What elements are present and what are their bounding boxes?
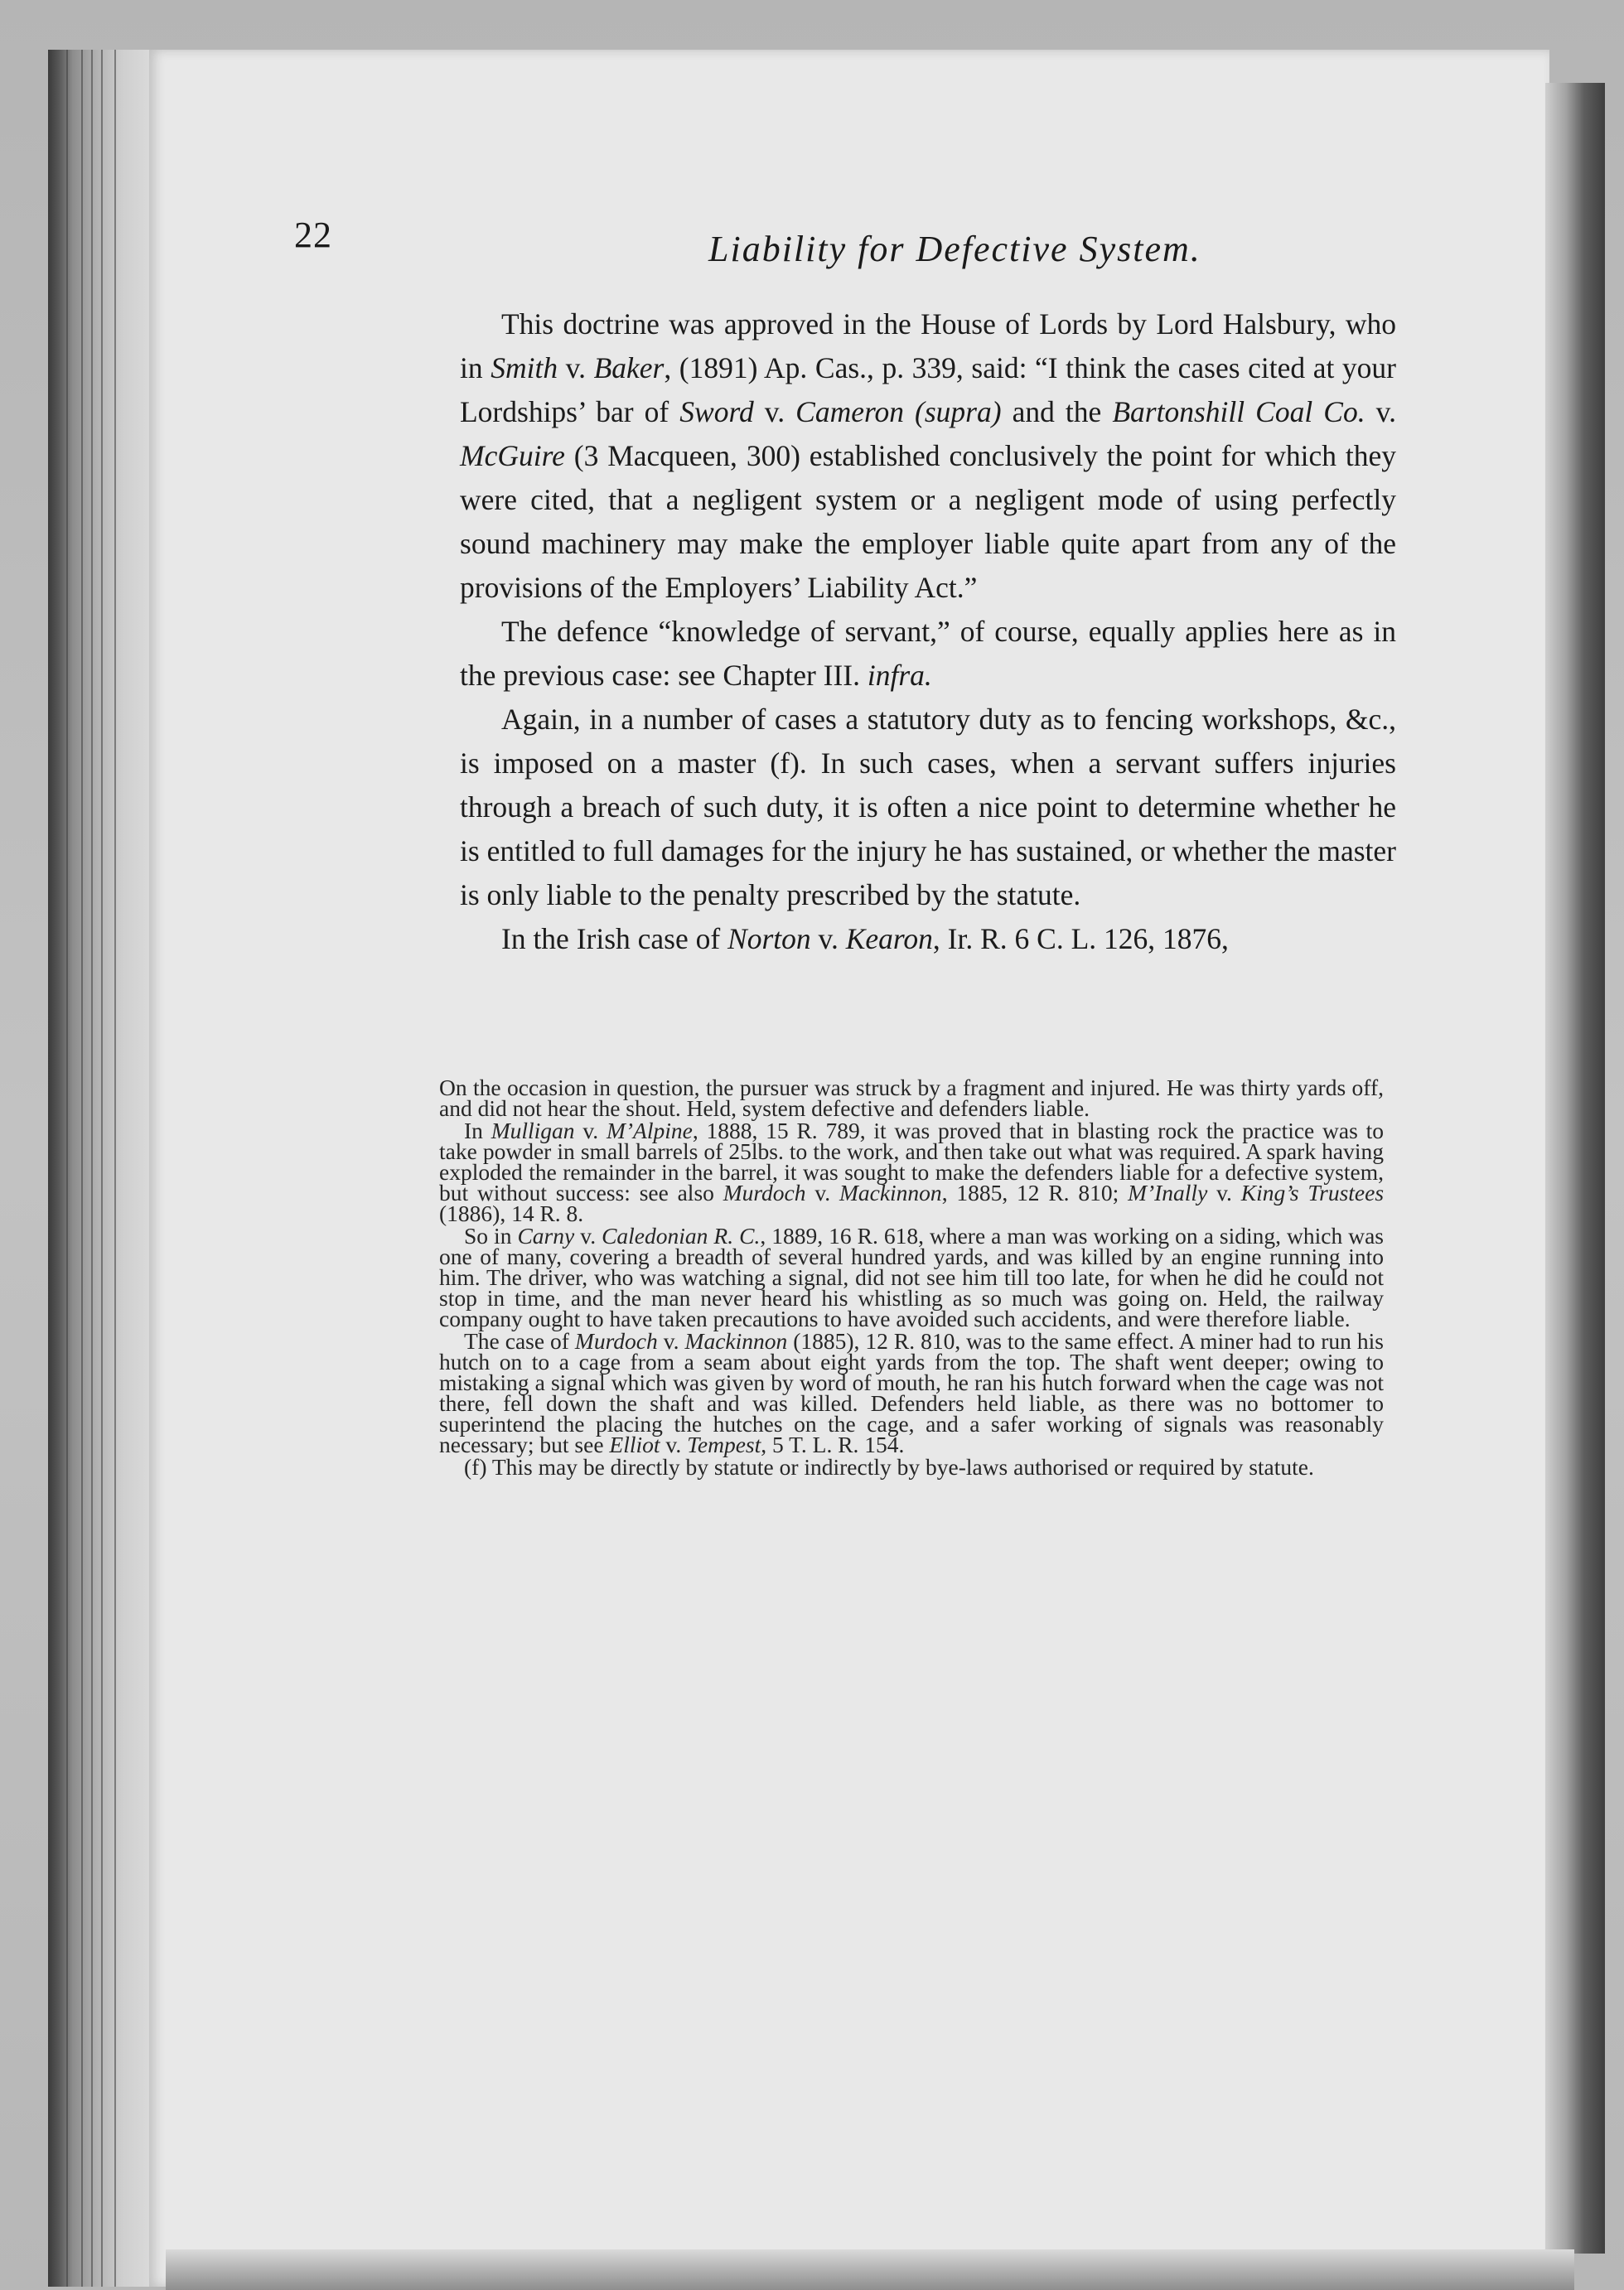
- case-name: Mulligan: [491, 1118, 575, 1143]
- paragraph: In the Irish case of Norton v. Kearon, Ir. R. 6 C. L. 126, 1876,: [501, 922, 1229, 955]
- case-name: Cameron (supra): [795, 395, 1002, 428]
- paragraph: This doctrine was approved in the House of Lords by Lord Halsbury, who in Smith v. Baker, (1891) Ap. Cas., p. 339, said: “I think the cases cited at your Lordships’ bar of Sword v. Cameron (supra) and the Bartonshill Coal Co. v. McGuire (3 Macqueen, 300) established conclusively the point for which they were cited, that a negligent system or a negligent mode of using perfectly sound machinery may make the employer liable quite apart from any of the provisions of the Employers’ Liability Act.”: [460, 307, 1396, 604]
- footnote: So in Carny v. Caledonian R. C., 1889, 16 R. 618, where a man was working on a siding, which was one of many, covering a breadth of several hundred yards, and was killed by an engine running into him. The driver, who was watching a signal, did not see him till too late, for when he did he could not stop in time, and the man never heard his whistling as so much was going on. Held, the railway company ought to have taken precautions to have avoided such accidents, and were therefore liable.: [439, 1223, 1384, 1331]
- case-name: Sword: [679, 395, 754, 428]
- footnote: On the occasion in question, the pursuer was struck by a fragment and injured. He was thirty yards off, and did not hear the shout. Held, system defective and defenders liable.: [439, 1075, 1384, 1121]
- case-name: McGuire: [460, 439, 565, 472]
- page-stack-line: [101, 50, 103, 2287]
- page-stack-line: [114, 50, 116, 2287]
- case-name: Mackinnon: [684, 1328, 788, 1354]
- case-name: Mackinnon: [839, 1180, 942, 1205]
- cross-reference: infra.: [867, 659, 932, 692]
- case-name: Baker: [593, 351, 665, 384]
- footnotes: [439, 1075, 1385, 1480]
- book-bottom-edge: [166, 2249, 1574, 2290]
- case-name: Smith: [491, 351, 558, 384]
- case-name: Tempest: [687, 1432, 761, 1457]
- footnote: (f) This may be directly by statute or indirectly by bye-laws authorised or required by statute.: [464, 1454, 1314, 1480]
- case-name: Murdoch: [574, 1328, 658, 1354]
- paragraph: Again, in a number of cases a statutory duty as to fencing workshops, &c., is imposed on a master (f). In such cases, when a servant suffers injuries through a breach of such duty, it is often a nice point to determine whether he is entitled to full damages for the injury he has sustained, or whether the master is only liable to the penalty prescribed by the statute.: [460, 703, 1396, 911]
- case-name: Kearon: [845, 922, 933, 955]
- footnote: The case of Murdoch v. Mackinnon (1885), 12 R. 810, was to the same effect. A miner had to run his hutch on to a cage from a seam about eight yards from the top. The shaft went deeper; owing to mistaking a signal which was given by word of mouth, he ran his hutch forward when the cage was not there, fell down the shaft and was killed. Defenders held liable, as there was no bottomer to superintend the placing the hutches on the cage, and a safer working of signals was reasonably necessary; but see Elliot v. Tempest, 5 T. L. R. 154.: [439, 1328, 1385, 1457]
- paragraph: The defence “knowledge of servant,” of course, equally applies here as in the previous case: see Chapter III. infra.: [460, 615, 1396, 692]
- case-name: King’s Trustees: [1240, 1180, 1385, 1205]
- running-head: Liability for Defective System.: [708, 229, 1201, 269]
- page-number: 22: [294, 215, 332, 255]
- case-name: Murdoch: [723, 1180, 806, 1205]
- page-stack-line: [81, 50, 83, 2287]
- case-name: Elliot: [609, 1432, 660, 1457]
- main-text: [460, 302, 1396, 961]
- case-name: Carny: [517, 1223, 575, 1249]
- page-stack-line: [91, 50, 93, 2287]
- case-name: M’Alpine: [606, 1118, 693, 1143]
- case-name: Caledonian R. C.: [602, 1223, 761, 1249]
- case-name: Norton: [727, 922, 811, 955]
- case-name: Bartonshill Coal Co.: [1112, 395, 1365, 428]
- book-right-edge: [1545, 83, 1605, 2254]
- page-stack-line: [66, 50, 68, 2287]
- footnote: In Mulligan v. M’Alpine, 1888, 15 R. 789, it was proved that in blasting rock the practice was to take powder in small barrels of 25lbs. to the work, and then take out what was required. A spark having exploded the remainder in the barrel, it was sought to make the defenders liable for a defective system, but without success: see also Murdoch v. Mackinnon, 1885, 12 R. 810; M’Inally v. King’s Trustees (1886), 14 R. 8.: [439, 1118, 1385, 1226]
- case-name: M’Inally: [1128, 1180, 1208, 1205]
